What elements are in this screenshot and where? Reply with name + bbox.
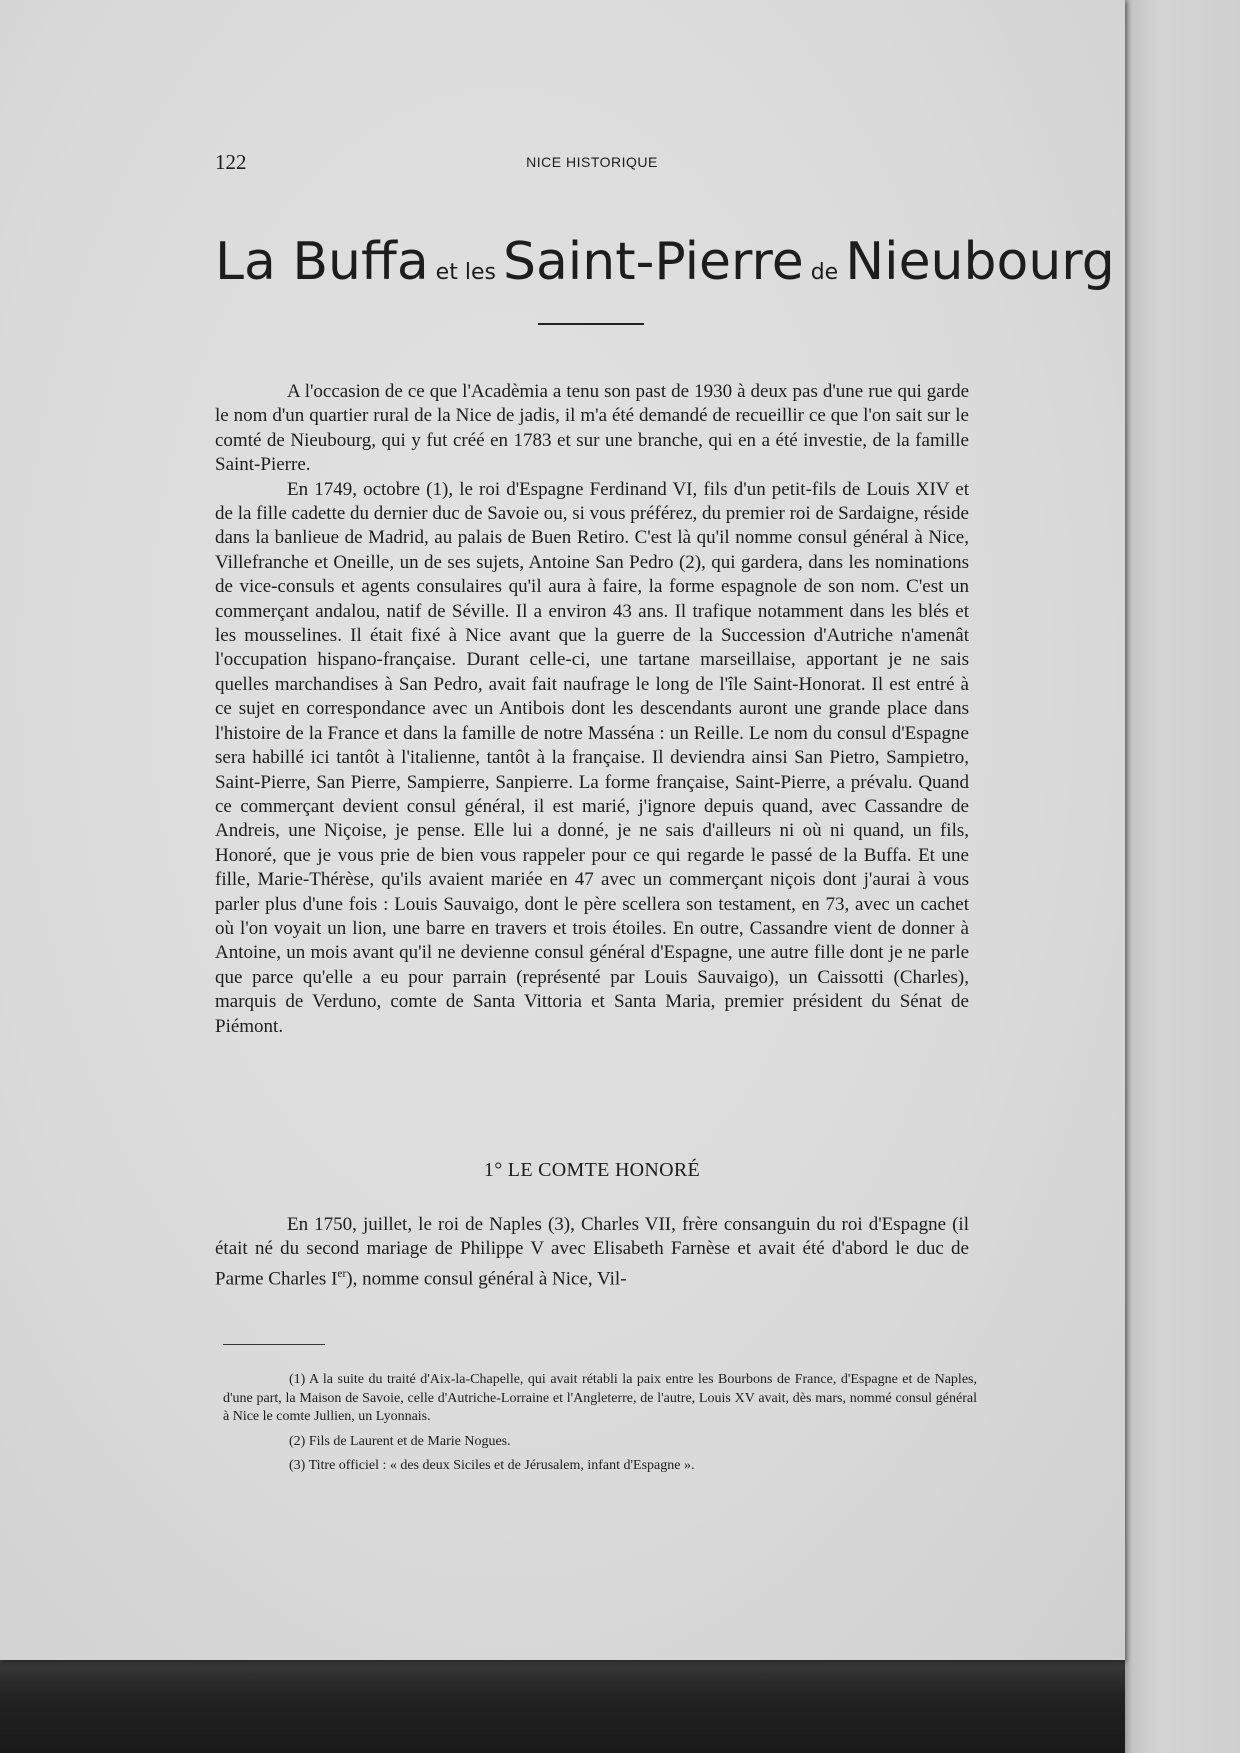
title-part-saint-pierre: Saint-Pierre: [502, 232, 804, 292]
footnote-1: (1) A la suite du traité d'Aix-la-Chapelle, qui avait rétabli la paix entre les Bourbons de France, d'Espagne et de Naples, d'une part, la Maison de Savoie, celle d'Autriche-Lorraine et l'Angleterre, de l'autre, Louis XV avait, dès mars, nommé consul général à Nice le comte Jullien, un Lyonnais.: [223, 1372, 977, 1424]
footnote-3: (3) Titre officiel : « des deux Siciles et de Jérusalem, infant d'Espagne ».: [289, 1458, 695, 1473]
running-title: NICE HISTORIQUE: [526, 154, 658, 170]
article-title: [215, 232, 1115, 303]
next-page-edge: [1125, 0, 1240, 1753]
section-body-text: [215, 1213, 969, 1292]
footnote-2: (2) Fils de Laurent et de Marie Nogues.: [289, 1433, 511, 1449]
running-head: [215, 150, 969, 176]
body-text: [215, 380, 969, 1039]
section-paragraph-1: [215, 1213, 969, 1292]
title-part-la-buffa: La Buffa: [215, 232, 429, 292]
title-connector-de: de: [803, 260, 846, 285]
body-paragraph-2: En 1749, octobre (1), le roi d'Espagne Ferdinand VI, fils d'un petit-fils de Louis XIV et de la fille cadette du dernier duc de Savoie ou, si vous préférez, du premier roi de Sardaigne, réside dans la banlieue de Madrid, au palais de Buen Retiro. C'est là qu'il nomme consul général à Nice, Villefranche et Oneille, un de ses sujets, Antoine San Pedro (2), qui gardera, dans les nominations de vice-consuls et agents consulaires qu'il aura à faire, la forme espagnole de son nom. C'est un commerçant andalou, natif de Séville. Il a environ 43 ans. Il trafique notamment dans les blés et les mousselines. Il était fixé à Nice avant que la guerre de la Succession d'Autriche n'amenât l'occupation hispano-française. Durant celle-ci, une tartane marseillaise, apportant je ne sais quelles marchandises à San Pedro, avait fait naufrage le long de l'île Saint-Honorat. Il est entré à ce sujet en correspondance avec un Antibois dont les descendants auront une grande place dans l'histoire de la France et dans la famille de notre Masséna : un Reille. Le nom du consul d'Espagne sera habillé ici tantôt à l'italienne, tantôt à la française. Il deviendra ainsi San Pietro, Sampietro, Saint-Pierre, San Pierre, Sampierre, Sanpierre. La forme française, Saint-Pierre, a prévalu. Quand ce commerçant devient consul général, il est marié, j'ignore depuis quand, avec Cassandre de Andreis, une Niçoise, je pense. Elle lui a donné, je ne sais d'ailleurs ni où ni quand, un fils, Honoré, que je vous prie de bien vous rappeler pour ce qui regarde le passé de la Buffa. Et une fille, Marie-Thérèse, qu'ils avaient mariée en 47 avec un commerçant niçois dont j'aurai à vous parler plus d'une fois : Louis Sauvaigo, dont le père scellera son testament, en 73, avec un cachet où l'on voyait un lion, une barre en travers et trois étoiles. En outre, Cassandre vient de donner à Antoine, un mois avant qu'il ne devienne consul général d'Espagne, une autre fille dont je ne parle que parce qu'elle a eu pour parrain (représenté par Louis Sauvaigo), un Caissotti (Charles), marquis de Verduno, comte de Santa Vittoria et Santa Maria, premier président du Sénat de Piémont.: [215, 478, 969, 1037]
section-paragraph-text: En 1750, juillet, le roi de Naples (3), Charles VII, frère consanguin du roi d'Espagne (il était né du second mariage de Philippe V avec Elisabeth Farnèse et avait été d'abord le duc de Parme Charles I: [215, 1214, 969, 1290]
title-part-nieubourg: Nieubourg: [845, 232, 1115, 292]
body-paragraph-1: A l'occasion de ce que l'Acadèmia a tenu son past de 1930 à deux pas d'une rue qui garde le nom d'un quartier rural de la Nice de jadis, il m'a été demandé de recueillir ce que l'on sait sur le comté de Nieubourg, qui y fut créé en 1783 et sur une branche, qui en a été investie, de la famille Saint-Pierre.: [215, 381, 969, 476]
ordinal-superscript: er: [337, 1267, 347, 1280]
title-rule: [538, 323, 644, 325]
section-paragraph-text-end: ), nomme consul général à Nice, Vil-: [346, 1268, 627, 1290]
footnote-rule: [223, 1344, 325, 1345]
section-heading: 1° LE COMTE HONORÉ: [483, 1159, 701, 1181]
footnotes: [223, 1371, 977, 1482]
scan-bottom-border: [0, 1660, 1125, 1753]
title-connector-et-les: et les: [428, 260, 503, 285]
page-number: 122: [215, 150, 247, 174]
